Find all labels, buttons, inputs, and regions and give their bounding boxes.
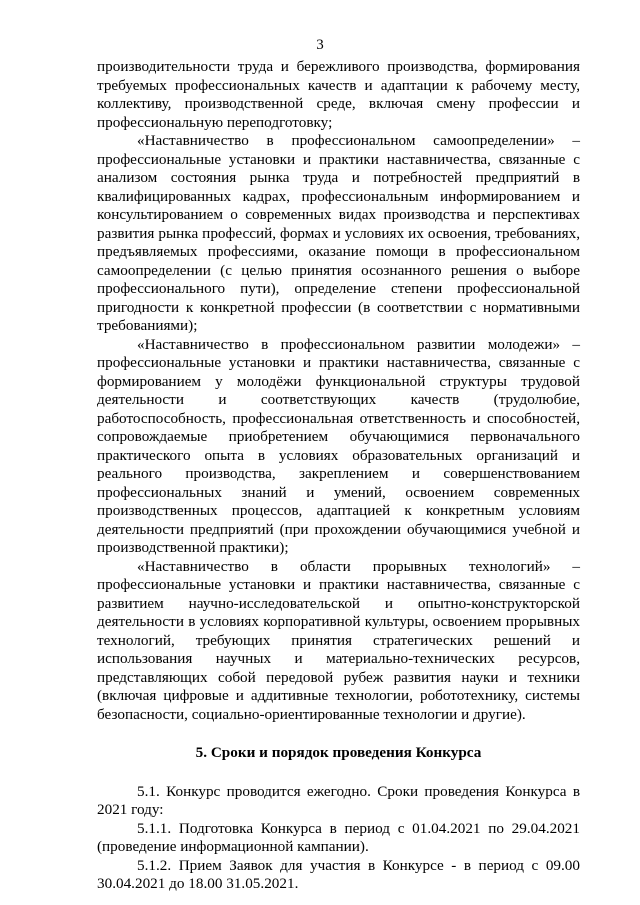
paragraph-breakthrough-technologies: «Наставничество в области прорывных технологий» – профессиональные установки и практики наставничества, связанные с развитием научно-исследовательской и опытно-конструкторской деятельности в условиях корпоративной культуры, освоением прорывных технологий, требующих принятия стратегических решений и использования научных и материально-технических ресурсов, представляющих собой передовой рубеж развития науки и техники (включая цифровые и аддитивные технологии, робототехнику, системы безопасности, социально-ориентированные технологии и другие). bbox=[97, 557, 580, 723]
page-number: 3 bbox=[316, 37, 324, 53]
paragraph-self-determination: «Наставничество в профессиональном самоопределении» – профессиональные установки и практики наставничества, связанные с анализом состояния рынка труда и потребностей предприятий в квалифицированных кадрах, профессиональным информированием и консультированием о современных видах производства и перспективах развития рынка профессий, формах и условиях их освоения, требованиях, предъявляемых профессиями, оказание помощи в профессиональном самоопределении (с целью принятия осознанного решения о выборе профессионального пути), определение степени профессиональной пригодности к конкретной профессии (в соответствии с нормативными требованиями); bbox=[97, 132, 580, 334]
paragraph-continuation: производительности труда и бережливого производства, формирования требуемых профессиональных качеств и адаптации к рабочему месту, коллективу, производственной среде, включая смену профессии и профессиональную переподготовку; bbox=[97, 58, 580, 131]
section-item: 5.1.1. Подготовка Конкурса в период с 01.04.2021 по 29.04.2021 (проведение информационной кампании). bbox=[97, 819, 580, 855]
section-item: 5.1. Конкурс проводится ежегодно. Сроки проведения Конкурса в 2021 году: bbox=[97, 782, 580, 818]
section-item: 5.1.2. Прием Заявок для участия в Конкурсе - в период с 09.00 30.04.2021 до 18.00 31.05.2021. bbox=[97, 856, 580, 892]
section-heading: 5. Сроки и порядок проведения Конкурса bbox=[195, 744, 482, 761]
paragraph-youth-development: «Наставничество в профессиональном развитии молодежи» – профессиональные установки и практики наставничества, связанные с формированием у молодёжи функциональной структуры трудовой деятельности и соответствующих качеств (трудолюбие, работоспособность, профессиональная ответственность и способностей, сопровождаемые приобретением обучающимися первоначального практического опыта в условиях образовательных организаций и реального производства, закреплением и совершенствованием профессиональных знаний и умений, освоением современных производственных процессов, адаптацией к конкретным условиям деятельности предприятий (при прохождении обучающимися учебной и производственной практики); bbox=[97, 335, 580, 556]
document-body bbox=[97, 58, 580, 894]
